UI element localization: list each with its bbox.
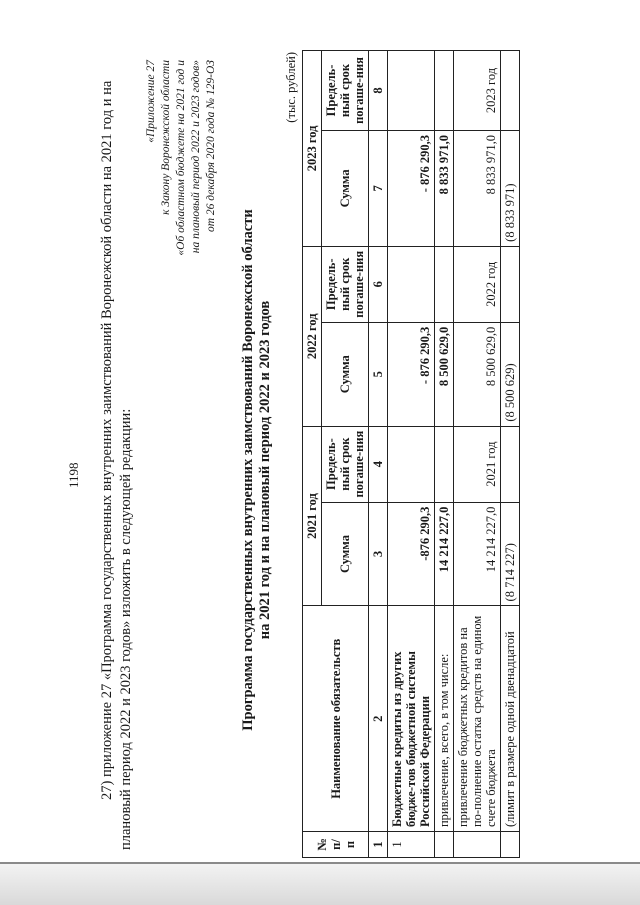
header-year-2023: 2023 год [303, 51, 322, 247]
row-num: 1 [388, 832, 435, 858]
row-term-2023: 2023 год [454, 51, 501, 131]
column-number: 3 [369, 502, 388, 606]
title-line: Программа государственных внутренних заимствований Воронежской области [240, 209, 256, 731]
header-sum: Сумма [322, 131, 369, 247]
page-number: 1198 [66, 462, 81, 488]
row-sum-2021: -876 290,3 [388, 502, 435, 606]
row-term-2023 [501, 51, 520, 131]
row-term-2021: 2021 год [454, 426, 501, 502]
column-number: 2 [369, 606, 388, 832]
column-number: 7 [369, 131, 388, 247]
row-term-2021 [435, 426, 454, 502]
row-term-2022 [388, 246, 435, 322]
header-sum: Сумма [322, 322, 369, 426]
header-year-2021: 2021 год [303, 426, 322, 606]
row-name: Бюджетные кредиты из других бюдже-тов бюджетной системы Российской Федерации [388, 606, 435, 832]
table-row [501, 51, 520, 858]
row-sum-2021: 14 214 227,0 [454, 502, 501, 606]
row-sum-2021: 14 214 227,0 [435, 502, 454, 606]
appendix-reference [144, 60, 219, 360]
row-sum-2023: - 876 290,3 [388, 131, 435, 247]
row-term-2021 [388, 426, 435, 502]
row-term-2023 [435, 51, 454, 131]
appendix-line: «Об областном бюджете на 2021 год и [175, 60, 187, 256]
units-label: (тыс. рублей) [284, 52, 298, 123]
appendix-line: на плановый период 2022 и 2023 годов» [190, 60, 202, 254]
row-term-2023 [388, 51, 435, 131]
column-number: 4 [369, 426, 388, 502]
row-num [501, 832, 520, 858]
title-line: на 2021 год и на плановый период 2022 и 2023 годов [257, 300, 273, 640]
row-sum-2021: (8 714 227) [501, 502, 520, 606]
table-row [435, 51, 454, 858]
header-term: Предель-ный срок погаше-ния [322, 51, 369, 131]
header-num: № п/п [303, 832, 369, 858]
row-sum-2022: 8 500 629,0 [435, 322, 454, 426]
column-number-row [369, 51, 388, 858]
header-sum: Сумма [322, 502, 369, 606]
row-sum-2023: 8 833 971,0 [454, 131, 501, 247]
intro-paragraph: 27) приложение 27 «Программа государственных внутренних заимствований Воронежской области на 2021 год и на плановый период 2022 и 2023 годов» изложить в следующей редакции: [99, 80, 134, 850]
column-number: 8 [369, 51, 388, 131]
row-num [454, 832, 501, 858]
row-name: привлечение, всего, в том числе: [435, 606, 454, 832]
row-sum-2022: (8 500 629) [501, 322, 520, 426]
row-sum-2023: (8 833 971) [501, 131, 520, 247]
row-name: привлечение бюджетных кредитов на по-полнение остатка средств на едином счете бюджета [454, 606, 501, 832]
row-term-2021 [501, 426, 520, 502]
row-term-2022 [501, 246, 520, 322]
column-number: 5 [369, 322, 388, 426]
row-sum-2023: 8 833 971,0 [435, 131, 454, 247]
row-num [435, 832, 454, 858]
row-term-2022: 2022 год [454, 246, 501, 322]
row-sum-2022: 8 500 629,0 [454, 322, 501, 426]
table-row [388, 51, 435, 858]
row-sum-2022: - 876 290,3 [388, 322, 435, 426]
row-term-2022 [435, 246, 454, 322]
column-number: 6 [369, 246, 388, 322]
header-year-2022: 2022 год [303, 246, 322, 426]
table-row [454, 51, 501, 858]
appendix-line: от 26 декабря 2020 года № 129-ОЗ [205, 60, 217, 233]
appendix-line: «Приложение 27 [145, 60, 157, 143]
row-name: (лимит в размере одной двенадцатой [501, 606, 520, 832]
header-term: Предель-ный срок погаше-ния [322, 246, 369, 322]
appendix-line: к Закону Воронежской области [160, 60, 172, 215]
column-number: 1 [369, 832, 388, 858]
header-name: Наименование обязательств [303, 606, 369, 832]
borrowing-table [302, 50, 520, 858]
header-term: Предель-ный срок погаше-ния [322, 426, 369, 502]
rotated-page [40, 30, 600, 880]
document-title [240, 160, 274, 780]
